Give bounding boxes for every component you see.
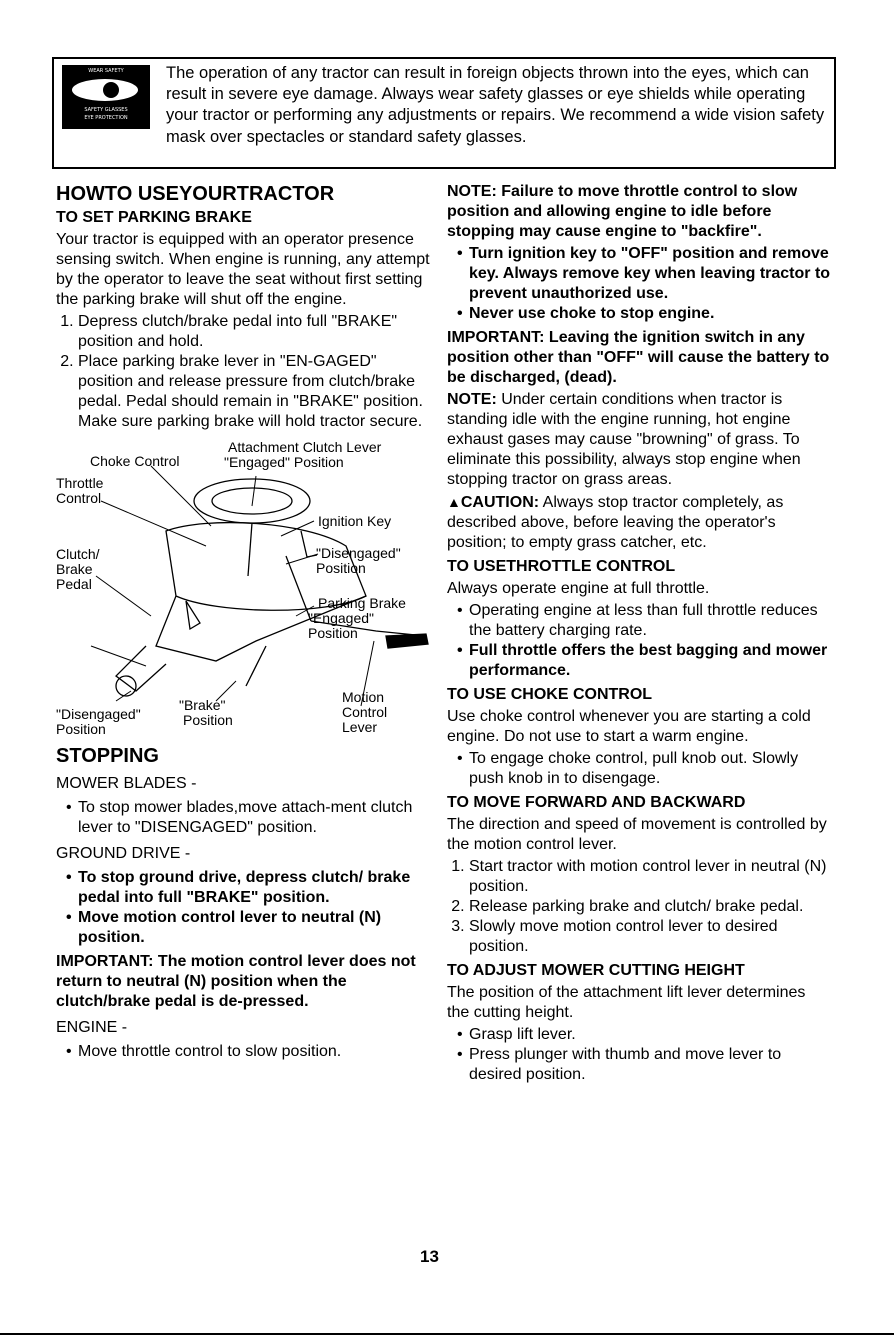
- choke-intro: Use choke control whenever you are starting a cold engine. Do not use to start a warm engine.: [447, 708, 811, 745]
- note-label: NOTE:: [447, 391, 497, 408]
- move-step: 1. Start tractor with motion control lever in neutral (N) position.: [469, 857, 832, 897]
- throttle-list: [447, 601, 832, 681]
- label-brake: Brake: [56, 561, 93, 577]
- safety-warning-box: [52, 57, 836, 169]
- height-heading: TO ADJUST MOWER CUTTING HEIGHT: [447, 962, 745, 979]
- list-item: • Move throttle control to slow position.: [66, 1042, 431, 1062]
- note-text: Under certain conditions when tractor is standing idle with the engine running, hot engine exhaust gases may cause "browning" of grass. To eliminate this possibility, always stop engine when stopping tractor on grass areas.: [447, 391, 801, 488]
- label-choke-control: Choke Control: [90, 453, 180, 469]
- important-ignition: [447, 328, 832, 388]
- eye-protection-icon: [62, 65, 150, 129]
- bottom-rule: [0, 1333, 894, 1335]
- label-clutch: Clutch/: [56, 546, 100, 562]
- throttle-heading: TO USETHROTTLE CONTROL: [447, 558, 676, 575]
- choke-heading: TO USE CHOKE CONTROL: [447, 686, 653, 703]
- move-heading: TO MOVE FORWARD AND BACKWARD: [447, 794, 746, 811]
- parking-intro: Your tractor is equipped with an operator presence sensing switch. When engine is running, any attempt by the operator to leave the seat without first setting the parking brake will shut off the engine.: [56, 231, 430, 308]
- engine-heading: ENGINE -: [56, 1019, 128, 1036]
- important-text: The motion control lever does not return to neutral (N) position when the clutch/brake pedal is de-pressed.: [56, 953, 416, 1010]
- tractor-controls-diagram: [56, 436, 431, 736]
- icon-label-top: WEAR SAFETY: [88, 68, 124, 74]
- parking-step: 2. Place parking brake lever in "EN-GAGED" position and release pressure from clutch/brake pedal. Pedal should remain in "BRAKE" position. Make sure parking brake will hold tractor secure.: [78, 352, 431, 432]
- move-steps: [447, 857, 832, 957]
- list-item: • To stop ground drive, depress clutch/ brake pedal into full "BRAKE" position.: [66, 868, 431, 908]
- section-title: HOWTO USEYOURTRACTOR: [56, 183, 335, 205]
- caution-text: Always stop tractor completely, as described above, before leaving the operator's position; to empty grass catcher, etc.: [447, 494, 784, 551]
- note-text: Failure to move throttle control to slow position and allowing engine to idle before stopping may cause engine to "backfire".: [447, 183, 798, 240]
- move-intro: The direction and speed of movement is controlled by the motion control lever.: [447, 816, 827, 853]
- right-column: [447, 182, 832, 1089]
- label-engaged-position: "Engaged" Position: [224, 454, 344, 470]
- label-control: Control: [56, 490, 102, 506]
- list-item: • Never use choke to stop engine.: [457, 304, 832, 324]
- blades-list: [56, 798, 431, 838]
- ground-drive-heading: GROUND DRIVE -: [56, 845, 191, 862]
- label-ignition-key: Ignition Key: [318, 513, 392, 529]
- ground-list: [56, 868, 431, 948]
- height-list: [447, 1025, 832, 1085]
- warning-text: The operation of any tractor can result in foreign objects thrown into the eyes, which can result in severe eye damage. Always wear safety glasses or eye shields while operating your tractor or performing any adjustments or repairs. We recommend a wide vision safety mask over spectacles or standard safety glasses.: [166, 64, 825, 146]
- label-motion-control: Control: [342, 704, 388, 720]
- label-parking-brake: Parking Brake: [318, 595, 406, 611]
- important-note: [56, 952, 431, 1012]
- height-intro: The position of the attachment lift lever determines the cutting height.: [447, 984, 806, 1021]
- list-item: • To engage choke control, pull knob out. Slowly push knob in to disengage.: [457, 749, 832, 789]
- label-bl-position: Position: [56, 721, 106, 737]
- engine-list: [56, 1042, 431, 1062]
- label-pedal: Pedal: [56, 576, 92, 592]
- move-step: 3. Slowly move motion control lever to desired position.: [469, 917, 832, 957]
- label-disengaged-position: Position: [316, 560, 366, 576]
- note-backfire: [447, 182, 832, 242]
- parking-brake-heading: TO SET PARKING BRAKE: [56, 209, 252, 226]
- list-item: • Press plunger with thumb and move lever to desired position.: [457, 1045, 832, 1085]
- important-text: Leaving the ignition switch in any position other than "OFF" will cause the battery to be discharged, (dead).: [447, 329, 830, 386]
- label-motion: Motion: [342, 689, 385, 705]
- note-label: NOTE:: [447, 183, 497, 200]
- icon-label-mid: SAFETY GLASSES: [84, 107, 128, 113]
- eye-icon: [72, 79, 138, 101]
- label-park-engaged: "Engaged": [308, 610, 374, 626]
- list-item: • Operating engine at less than full throttle reduces the battery charging rate.: [457, 601, 832, 641]
- list-item: • Grasp lift lever.: [457, 1025, 832, 1045]
- important-label: IMPORTANT:: [56, 953, 154, 970]
- label-throttle: Throttle: [56, 475, 104, 491]
- label-attachment-clutch: Attachment Clutch Lever: [228, 439, 382, 455]
- ignition-list: [447, 244, 832, 324]
- page-number: 13: [420, 1247, 439, 1266]
- warning-triangle-icon: ▲: [447, 494, 461, 510]
- list-item: • To stop mower blades,move attach-ment clutch lever to "DISENGAGED" position.: [66, 798, 431, 838]
- label-brake-position: Position: [183, 712, 233, 728]
- mower-blades-heading: MOWER BLADES -: [56, 775, 197, 792]
- label-park-position: Position: [308, 625, 358, 641]
- label-motion-lever: Lever: [342, 719, 378, 735]
- throttle-intro: Always operate engine at full throttle.: [447, 580, 710, 597]
- choke-list: [447, 749, 832, 789]
- caution-label: CAUTION:: [460, 494, 540, 511]
- list-item: • Turn ignition key to "OFF" position and remove key. Always remove key when leaving tractor to prevent unauthorized use.: [457, 244, 832, 304]
- caution-note: [447, 492, 832, 553]
- icon-label-bottom: EYE PROTECTION: [84, 115, 128, 121]
- label-bl-disengaged: "Disengaged": [56, 706, 141, 722]
- parking-steps: [56, 312, 431, 432]
- stopping-heading: STOPPING: [56, 745, 159, 767]
- list-item: • Full throttle offers the best bagging and mower performance.: [457, 641, 832, 681]
- note-browning: [447, 390, 832, 490]
- label-brake-quoted: "Brake": [179, 697, 226, 713]
- list-item: • Move motion control lever to neutral (N) position.: [66, 908, 431, 948]
- move-step: 2. Release parking brake and clutch/ brake pedal.: [469, 897, 832, 917]
- label-disengaged: "Disengaged": [316, 545, 401, 561]
- parking-step: 1. Depress clutch/brake pedal into full "BRAKE" position and hold.: [78, 312, 431, 352]
- important-label: IMPORTANT:: [447, 329, 545, 346]
- left-column: [56, 182, 431, 1066]
